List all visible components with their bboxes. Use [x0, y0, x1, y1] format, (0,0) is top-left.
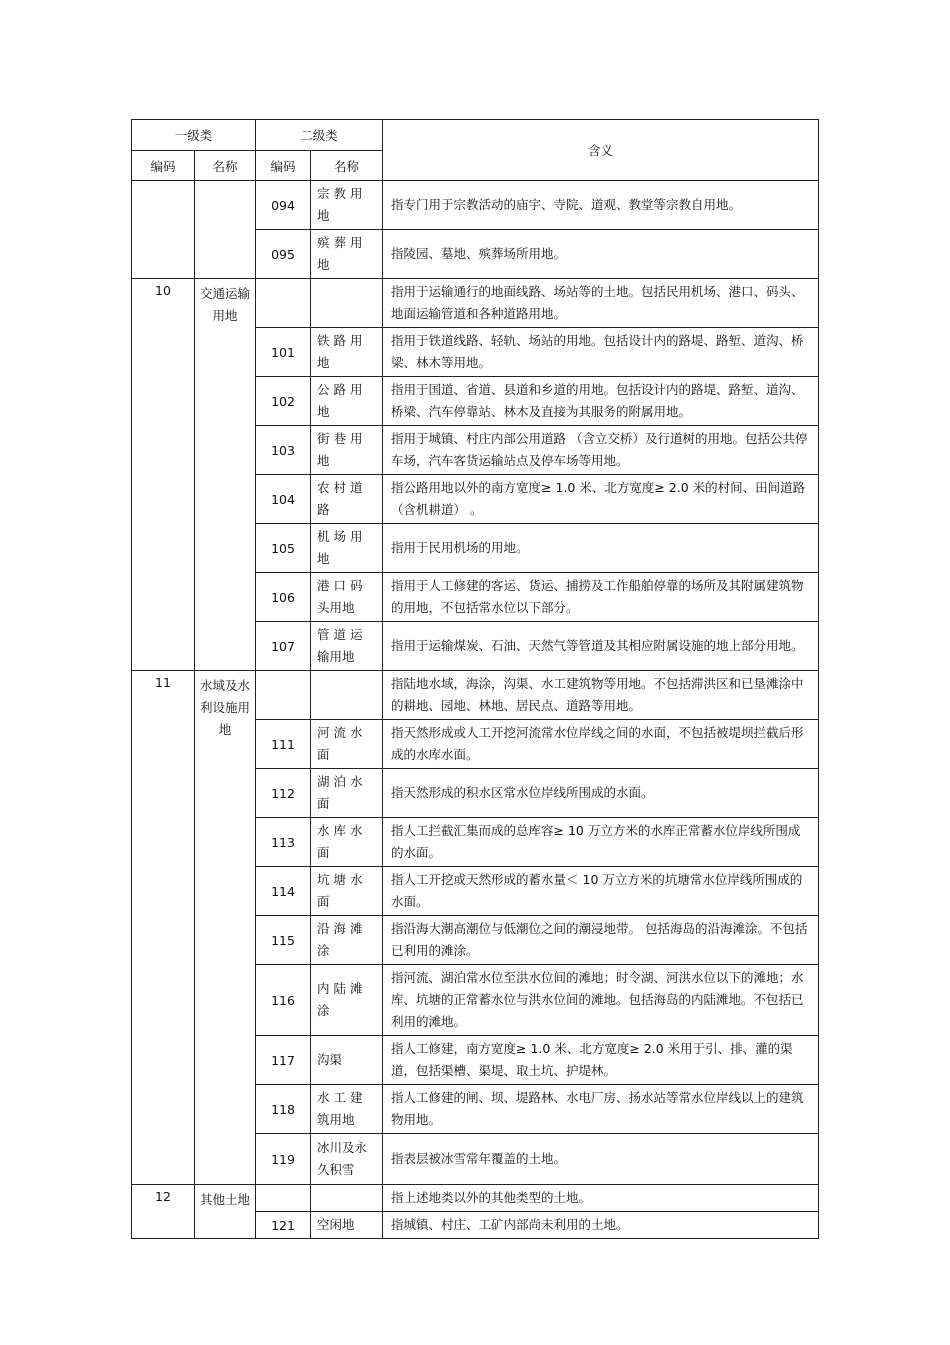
- l2-name-cell: 坑 塘 水 面: [311, 867, 383, 916]
- l2-name-cell: [311, 279, 383, 328]
- l2-name-cell: [311, 1185, 383, 1212]
- l2-code-cell: 116: [256, 965, 311, 1036]
- meaning-cell: 指陆地水域，海涂，沟渠、水工建筑物等用地。不包括滞洪区和已垦滩涂中的耕地、园地、林地、居民点、道路等用地。: [383, 671, 819, 720]
- l2-name-cell: 街 巷 用 地: [311, 426, 383, 475]
- l2-name-cell: 河 流 水 面: [311, 720, 383, 769]
- l2-name-cell: [311, 671, 383, 720]
- meaning-cell: 指用于城镇、村庄内部公用道路 （含立交桥）及行道树的用地。包括公共停车场，汽车客货运输站点及停车场等用地。: [383, 426, 819, 475]
- l2-code-cell: 118: [256, 1085, 311, 1134]
- l2-code-cell: 105: [256, 524, 311, 573]
- land-classification-table: [131, 119, 819, 1239]
- l2-name-cell: 宗 教 用 地: [311, 181, 383, 230]
- meaning-cell: 指城镇、村庄、工矿内部尚未利用的土地。: [383, 1212, 819, 1239]
- table-row: [132, 671, 819, 720]
- meaning-cell: 指人工修建，南方宽度≥ 1.0 米、北方宽度≥ 2.0 米用于引、排、灌的渠道，包括渠槽、渠堤、取土坑、护堤林。: [383, 1036, 819, 1085]
- l1-code-cell: [132, 181, 195, 279]
- l2-code-cell: 104: [256, 475, 311, 524]
- meaning-cell: 指用于铁道线路、轻轨、场站的用地。包括设计内的路堤、路堑、道沟、桥梁、林木等用地。: [383, 328, 819, 377]
- l2-name-cell: 冰川及永久积雪: [311, 1134, 383, 1185]
- l2-name-cell: 沿 海 滩 涂: [311, 916, 383, 965]
- l2-code-cell: 095: [256, 230, 311, 279]
- header-level2: 二级类: [256, 120, 383, 151]
- l1-name-cell: 水域及水利设施用地: [195, 671, 256, 1185]
- l2-code-cell: 094: [256, 181, 311, 230]
- header-level1: 一级类: [132, 120, 256, 151]
- l1-name-cell: 其他土地: [195, 1185, 256, 1239]
- l2-code-cell: 103: [256, 426, 311, 475]
- table-body: [132, 181, 819, 1239]
- l2-name-cell: 机 场 用 地: [311, 524, 383, 573]
- l2-name-cell: 港 口 码 头用地: [311, 573, 383, 622]
- header-meaning: 含义: [383, 120, 819, 181]
- l2-code-cell: 113: [256, 818, 311, 867]
- header-l1-code: 编码: [132, 151, 195, 181]
- meaning-cell: 指表层被冰雪常年覆盖的土地。: [383, 1134, 819, 1185]
- table-row: [132, 279, 819, 328]
- meaning-cell: 指用于运输煤炭、石油、天然气等管道及其相应附属设施的地上部分用地。: [383, 622, 819, 671]
- l2-name-cell: 空闲地: [311, 1212, 383, 1239]
- l2-name-cell: 管 道 运 输用地: [311, 622, 383, 671]
- l2-code-cell: 117: [256, 1036, 311, 1085]
- l2-code-cell: 106: [256, 573, 311, 622]
- l1-code-cell: 12: [132, 1185, 195, 1239]
- l2-code-cell: [256, 279, 311, 328]
- l2-code-cell: 121: [256, 1212, 311, 1239]
- l2-code-cell: [256, 1185, 311, 1212]
- l2-name-cell: 湖 泊 水 面: [311, 769, 383, 818]
- l2-code-cell: 101: [256, 328, 311, 377]
- meaning-cell: 指人工开挖或天然形成的蓄水量＜ 10 万立方米的坑塘常水位岸线所围成的水面。: [383, 867, 819, 916]
- l1-name-cell: [195, 181, 256, 279]
- meaning-cell: 指用于运输通行的地面线路、场站等的土地。包括民用机场、港口、码头、地面运输管道和各种道路用地。: [383, 279, 819, 328]
- meaning-cell: 指专门用于宗教活动的庙宇、寺院、道观、教堂等宗教自用地。: [383, 181, 819, 230]
- l2-code-cell: 111: [256, 720, 311, 769]
- l2-code-cell: 119: [256, 1134, 311, 1185]
- l2-code-cell: 107: [256, 622, 311, 671]
- l1-code-cell: 11: [132, 671, 195, 1185]
- meaning-cell: 指天然形成的积水区常水位岸线所围成的水面。: [383, 769, 819, 818]
- meaning-cell: 指沿海大潮高潮位与低潮位之间的潮浸地带。 包括海岛的沿海滩涂。不包括已利用的滩涂。: [383, 916, 819, 965]
- meaning-cell: 指公路用地以外的南方宽度≥ 1.0 米、北方宽度≥ 2.0 米的村间、田间道路（含机耕道） 。: [383, 475, 819, 524]
- l2-name-cell: 沟渠: [311, 1036, 383, 1085]
- l2-name-cell: 铁 路 用 地: [311, 328, 383, 377]
- l2-name-cell: 水 库 水 面: [311, 818, 383, 867]
- table-row: [132, 181, 819, 230]
- meaning-cell: 指人工拦截汇集而成的总库容≥ 10 万立方米的水库正常蓄水位岸线所围成的水面。: [383, 818, 819, 867]
- meaning-cell: 指用于国道、省道、县道和乡道的用地。包括设计内的路堤、路堑、道沟、桥梁、汽车停靠站、林木及直接为其服务的附属用地。: [383, 377, 819, 426]
- header-l2-name: 名称: [311, 151, 383, 181]
- l2-code-cell: 112: [256, 769, 311, 818]
- l1-code-cell: 10: [132, 279, 195, 671]
- l1-name-cell: 交通运输用地: [195, 279, 256, 671]
- l2-name-cell: 殡 葬 用 地: [311, 230, 383, 279]
- table-row: [132, 1185, 819, 1212]
- l2-code-cell: 114: [256, 867, 311, 916]
- l2-name-cell: 水 工 建 筑用地: [311, 1085, 383, 1134]
- meaning-cell: 指用于人工修建的客运、货运、捕捞及工作船舶停靠的场所及其附属建筑物的用地，不包括常水位以下部分。: [383, 573, 819, 622]
- meaning-cell: 指河流、湖泊常水位至洪水位间的滩地；时令湖、河洪水位以下的滩地；水库、坑塘的正常蓄水位与洪水位间的滩地。包括海岛的内陆滩地。不包括已利用的滩地。: [383, 965, 819, 1036]
- meaning-cell: 指天然形成或人工开挖河流常水位岸线之间的水面，不包括被堤坝拦截后形成的水库水面。: [383, 720, 819, 769]
- header-l2-code: 编码: [256, 151, 311, 181]
- meaning-cell: 指上述地类以外的其他类型的土地。: [383, 1185, 819, 1212]
- header-l1-name: 名称: [195, 151, 256, 181]
- l2-name-cell: 内 陆 滩 涂: [311, 965, 383, 1036]
- l2-code-cell: [256, 671, 311, 720]
- table-header: [132, 120, 819, 181]
- meaning-cell: 指用于民用机场的用地。: [383, 524, 819, 573]
- l2-code-cell: 115: [256, 916, 311, 965]
- l2-name-cell: 农 村 道 路: [311, 475, 383, 524]
- l2-code-cell: 102: [256, 377, 311, 426]
- l2-name-cell: 公 路 用 地: [311, 377, 383, 426]
- meaning-cell: 指陵园、墓地、殡葬场所用地。: [383, 230, 819, 279]
- meaning-cell: 指人工修建的闸、坝、堤路林、水电厂房、扬水站等常水位岸线以上的建筑物用地。: [383, 1085, 819, 1134]
